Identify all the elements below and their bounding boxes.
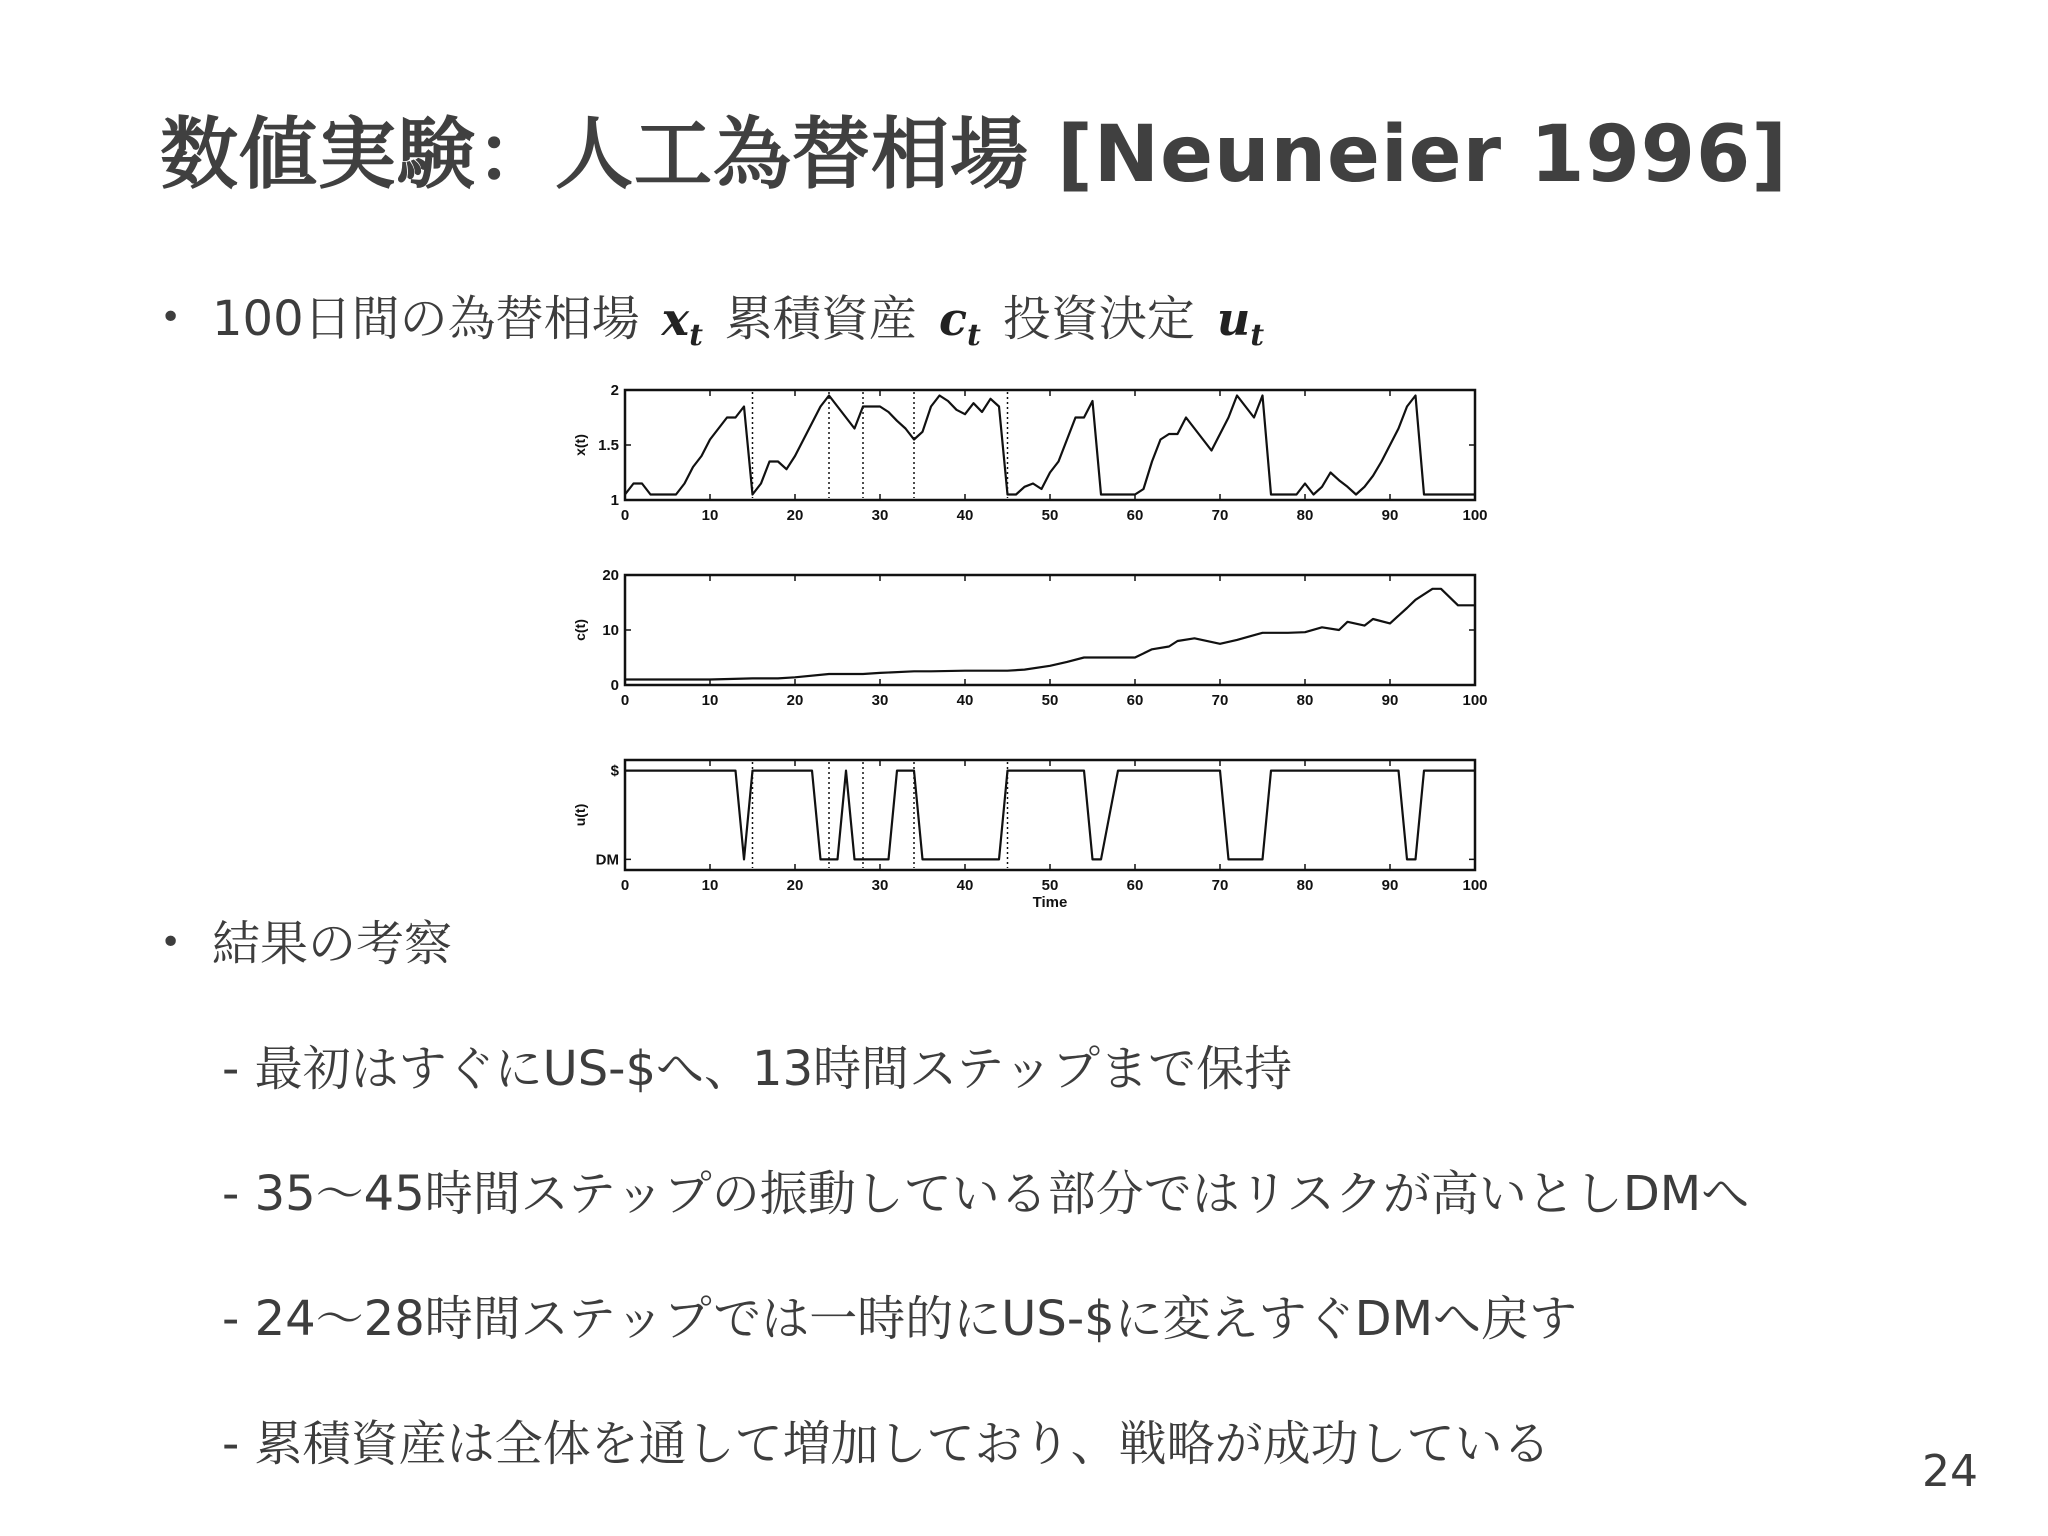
x-tick-label: 70 (1211, 692, 1229, 709)
bullet-data-series (160, 280, 1286, 353)
x-tick-label: 10 (701, 692, 719, 709)
chart-panels (540, 370, 1500, 920)
subitem-4: - 累積資産は全体を通して増加しており、戦略が成功している (222, 1416, 1551, 1472)
x-tick-label: 10 (701, 877, 719, 894)
subitem-3: - 24〜28時間ステップでは一時的にUS-$に変えすぐDMへ戻す (222, 1291, 1578, 1347)
x-tick-label: 90 (1381, 507, 1399, 524)
y-axis-label: u(t) (572, 803, 588, 827)
x-tick-label: 30 (871, 507, 889, 524)
symbol-u: $u_t$ (1216, 292, 1265, 354)
x-tick-label: 80 (1296, 507, 1314, 524)
page-number: 24 (1922, 1446, 1978, 1497)
x-axis-label: Time (1032, 894, 1068, 911)
x-tick-label: 0 (620, 692, 630, 709)
y-tick-label: 1.5 (598, 437, 619, 454)
bullet-discussion (160, 905, 452, 974)
x-tick-label: 50 (1041, 877, 1059, 894)
x-tick-label: 50 (1041, 692, 1059, 709)
x-tick-label: 80 (1296, 692, 1314, 709)
y-axis-label: x(t) (572, 434, 588, 456)
symbol-x: $x_t$ (661, 292, 703, 354)
x-tick-label: 90 (1381, 877, 1399, 894)
bullet-dot: • (160, 922, 182, 963)
bullet-dot: • (160, 297, 182, 338)
y-tick-label: 2 (610, 382, 619, 399)
x-tick-label: 80 (1296, 877, 1314, 894)
x-tick-label: 10 (701, 507, 719, 524)
x-tick-label: 30 (871, 692, 889, 709)
x-tick-label: 20 (786, 877, 804, 894)
x-tick-label: 100 (1462, 692, 1488, 709)
bullet-text: 結果の考察 (212, 916, 453, 972)
y-axis-label: c(t) (572, 619, 588, 641)
x-tick-label: 20 (786, 692, 804, 709)
y-tick-label: 1 (610, 492, 619, 509)
bullet-text: 100日間の為替相場 (212, 291, 640, 347)
series-line-1 (625, 396, 1475, 495)
x-tick-label: 50 (1041, 507, 1059, 524)
y-tick-label: 0 (610, 677, 619, 694)
x-tick-label: 70 (1211, 877, 1229, 894)
y-tick-label: $ (610, 762, 619, 780)
subitem-1: - 最初はすぐにUS-$へ、13時間ステップまで保持 (222, 1041, 1293, 1097)
panel-frame-2 (625, 575, 1475, 685)
bullet-text-decision: 投資決定 (1002, 291, 1195, 347)
x-tick-label: 20 (786, 507, 804, 524)
series-line-2 (625, 589, 1475, 680)
slide-title: 数値実験：人工為替相場 [Neuneier 1996] (160, 110, 1788, 200)
x-tick-label: 40 (956, 507, 974, 524)
x-tick-label: 0 (620, 507, 630, 524)
subitem-2: - 35〜45時間ステップの振動している部分ではリスクが高いとしDMへ (222, 1166, 1750, 1222)
x-tick-label: 100 (1462, 877, 1488, 894)
x-tick-label: 40 (956, 877, 974, 894)
x-tick-label: 60 (1126, 507, 1144, 524)
x-tick-label: 100 (1462, 507, 1488, 524)
x-tick-label: 90 (1381, 692, 1399, 709)
y-tick-label: DM (595, 851, 619, 869)
bullet-text-cumulative: 累積資産 (724, 291, 917, 347)
x-tick-label: 30 (871, 877, 889, 894)
x-tick-label: 40 (956, 692, 974, 709)
y-tick-label: 10 (602, 622, 619, 639)
x-tick-label: 0 (620, 877, 630, 894)
y-tick-label: 20 (602, 567, 619, 584)
x-tick-label: 60 (1126, 692, 1144, 709)
x-tick-label: 60 (1126, 877, 1144, 894)
symbol-c: $c_t$ (938, 292, 981, 354)
x-tick-label: 70 (1211, 507, 1229, 524)
